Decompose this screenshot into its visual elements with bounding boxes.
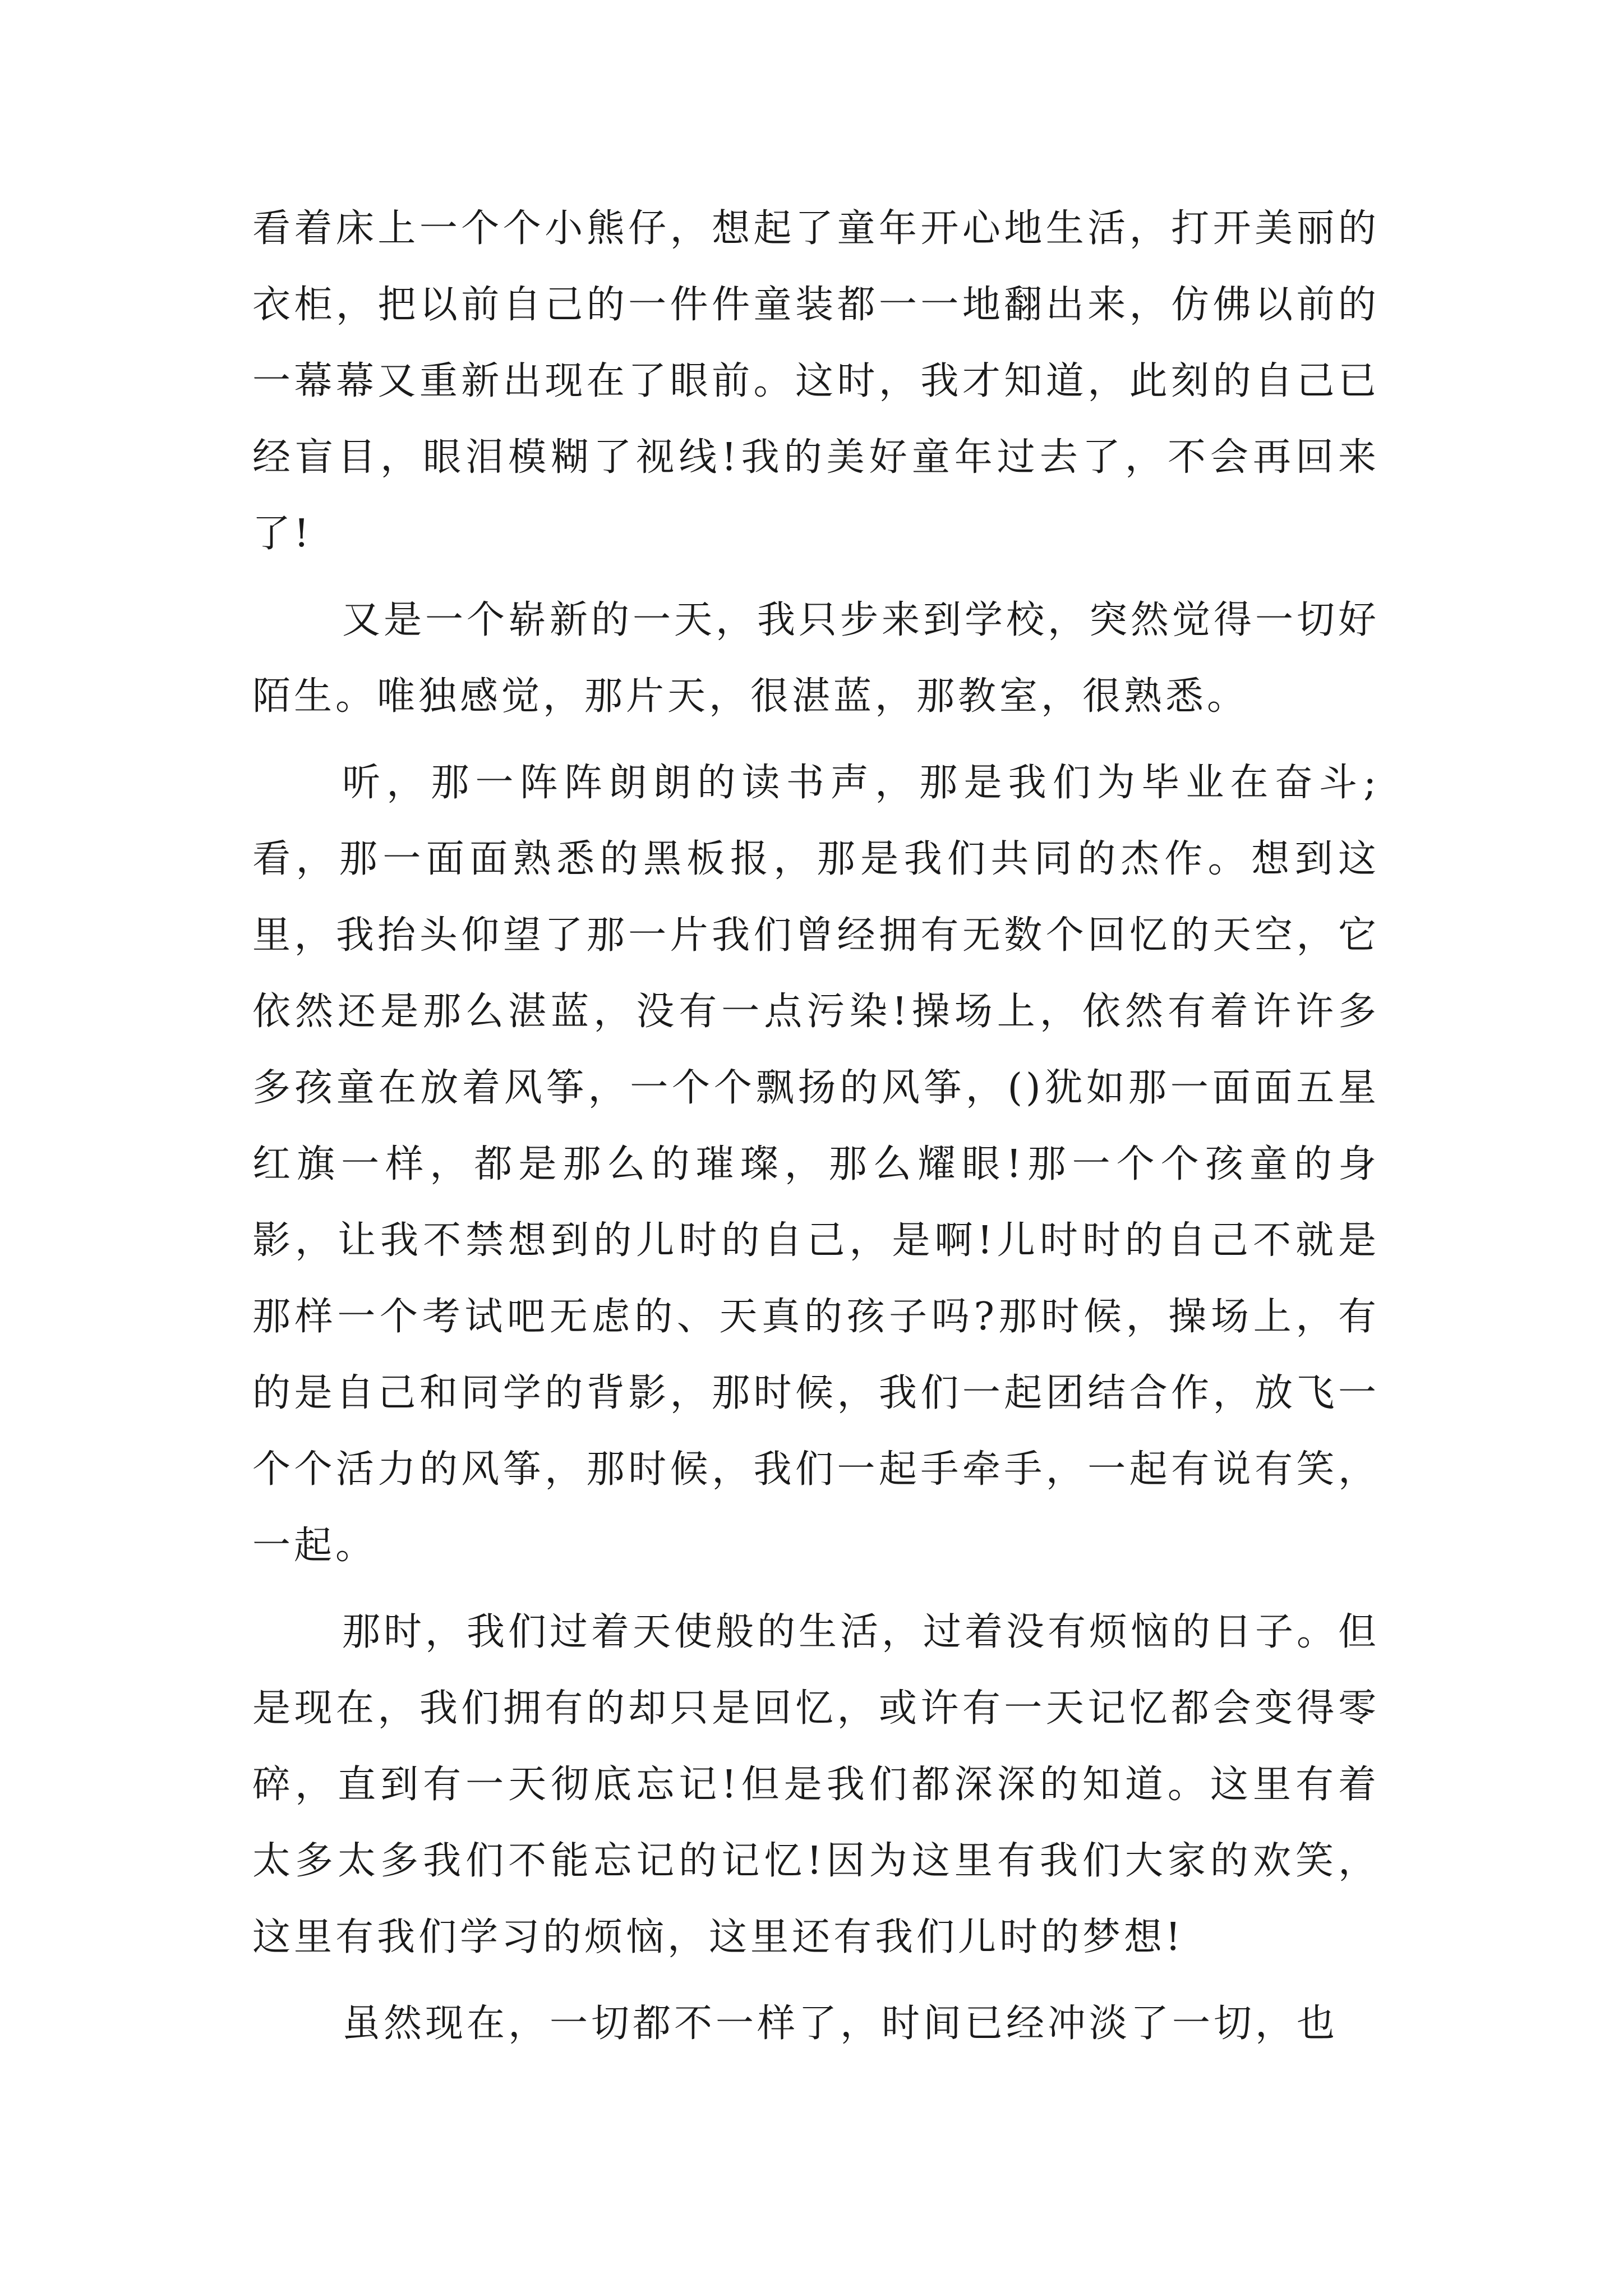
paragraph-gap [252, 735, 1380, 745]
paragraph-5: 虽然现在，一切都不一样了，时间已经冲淡了一切，也 [342, 2001, 1339, 2046]
paragraph-2: 又是一个崭新的一天，我只步来到学校，突然觉得一切好陌生。唯独感觉，那片天，很湛蓝，那教室，很熟悉。 [252, 598, 1380, 719]
paragraph-gap [252, 1976, 1380, 1986]
paragraph-4: 那时，我们过着天使般的生活，过着没有烦恼的日子。但是现在，我们拥有的却只是回忆，或许有一天记忆都会变得零碎，直到有一天彻底忘记!但是我们都深深的知道。这里有着太多太多我们不能忘记的记忆!因为这里有我们大家的欢笑，这里有我们学习的烦恼，这里还有我们儿时的梦想! [252, 1610, 1380, 1959]
paragraph-gap [252, 572, 1380, 582]
document-body [252, 191, 1380, 2062]
paragraph-gap [252, 1584, 1380, 1594]
paragraph-1: 看着床上一个个小熊仔，想起了童年开心地生活，打开美丽的衣柜，把以前自己的一件件童装都一一地翻出来，仿佛以前的一幕幕又重新出现在了眼前。这时，我才知道，此刻的自己已经盲目，眼泪模糊了视线!我的美好童年过去了，不会再回来了! [252, 206, 1380, 556]
paragraph-3: 听，那一阵阵朗朗的读书声，那是我们为毕业在奋斗;看，那一面面熟悉的黑板报，那是我们共同的杰作。想到这里，我抬头仰望了那一片我们曾经拥有无数个回忆的天空，它依然还是那么湛蓝，没有一点污染!操场上，依然有着许许多多孩童在放着风筝，一个个飘扬的风筝，()犹如那一面面五星红旗一样，都是那么的璀璨，那么耀眼!那一个个孩童的身影，让我不禁想到的儿时的自己，是啊!儿时时的自己不就是那样一个考试吧无虑的、天真的孩子吗?那时候，操场上，有的是自己和同学的背影，那时候，我们一起团结合作，放飞一个个活力的风筝，那时候，我们一起手牵手，一起有说有笑，一起。 [252, 761, 1380, 1568]
